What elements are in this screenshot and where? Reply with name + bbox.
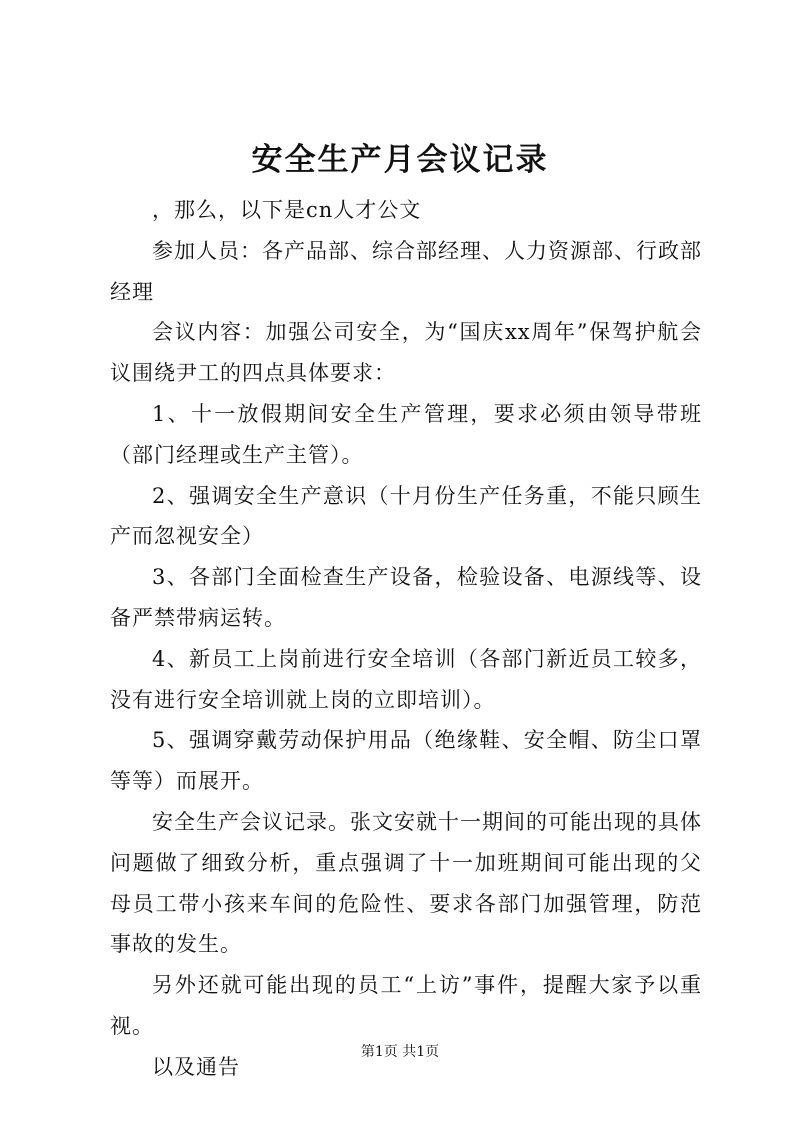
paragraph-item-1: 1、十一放假期间安全生产管理，要求必须由领导带班（部门经理或生产主管）。 bbox=[110, 401, 702, 467]
page-footer: 第1页 共1页 bbox=[360, 1044, 440, 1060]
paragraph-item-4: 4、新员工上岗前进行安全培训（各部门新近员工较多，没有进行安全培训就上岗的立即培训）。 bbox=[110, 646, 702, 712]
document-body bbox=[110, 190, 702, 1088]
paragraph-notice: 以及通告 bbox=[152, 1054, 240, 1079]
paragraph-petition: 另外还就可能出现的员工“上访”事件，提醒大家予以重视。 bbox=[110, 973, 702, 1038]
paragraph-item-2: 2、强调安全生产意识（十月份生产任务重，不能只顾生产而忽视安全） bbox=[110, 483, 702, 549]
paragraph-intro: ，那么，以下是cn人才公文 bbox=[152, 198, 422, 222]
paragraph-item-5: 5、强调穿戴劳动保护用品（绝缘鞋、安全帽、防尘口罩等等）而展开。 bbox=[110, 728, 702, 794]
paragraph-item-3: 3、各部门全面检查生产设备，检验设备、电源线等、设备严禁带病运转。 bbox=[110, 565, 702, 630]
paragraph-meeting-content: 会议内容：加强公司安全，为“国庆xx周年”保驾护航会议围绕尹工的四点具体要求： bbox=[110, 320, 702, 386]
document-title: 安全生产月会议记录 bbox=[251, 142, 549, 178]
paragraph-record: 安全生产会议记录。张文安就十一期间的可能出现的具体问题做了细致分析，重点强调了十一加班期间可能出现的父母员工带小孩来车间的危险性、要求各部门加强管理，防范事故的发生。 bbox=[110, 809, 702, 957]
paragraph-attendees: 参加人员：各产品部、综合部经理、人力资源部、行政部经理 bbox=[110, 238, 702, 304]
